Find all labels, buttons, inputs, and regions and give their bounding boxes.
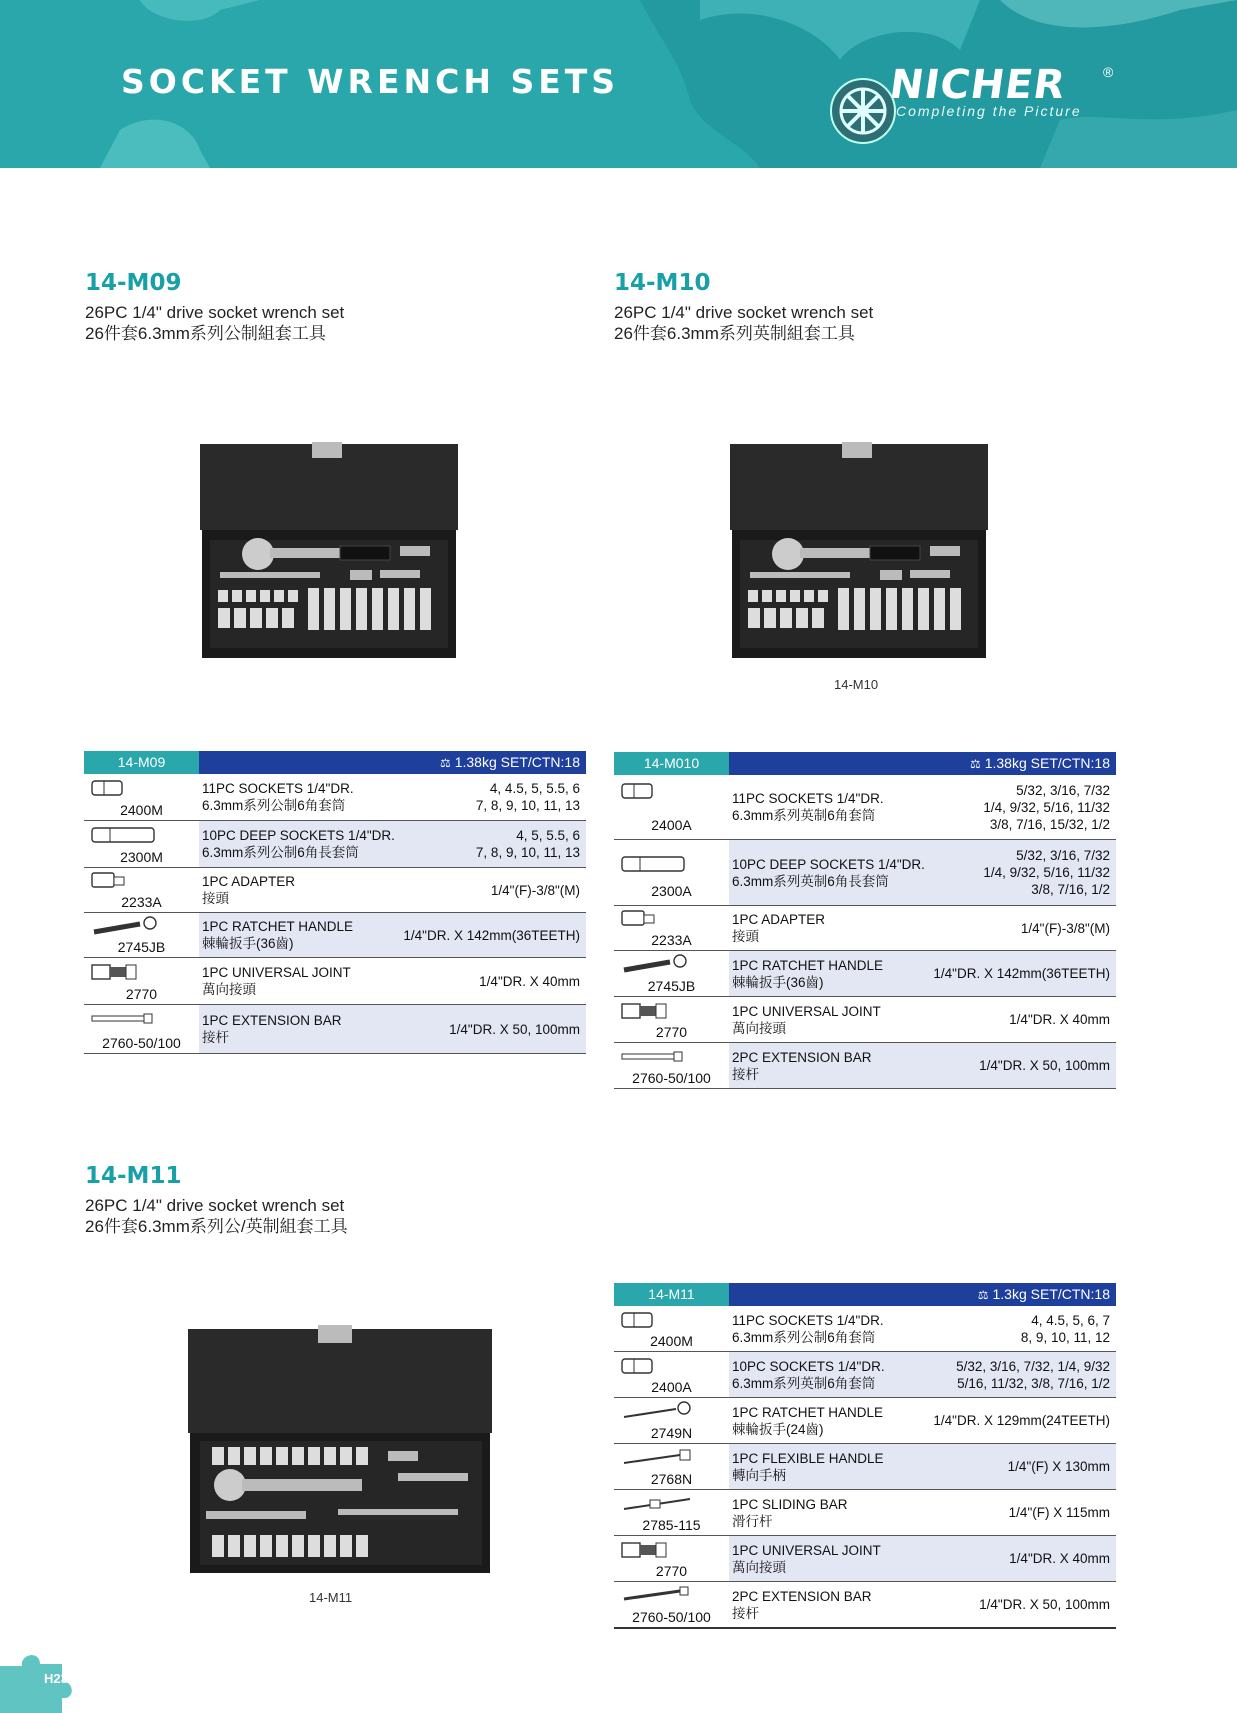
item-cell: [614, 951, 729, 996]
item-cell: [84, 868, 199, 912]
item-cell: [84, 1005, 199, 1053]
table-row: [614, 997, 1116, 1043]
item-cell: [84, 913, 199, 957]
item-cell: [614, 1490, 729, 1535]
product-heading-m10: [614, 270, 873, 344]
item-spec: 1/4"DR. X 40mm: [479, 973, 580, 989]
toolbox-image-m10: [730, 440, 988, 660]
item-description: 10PC DEEP SOCKETS 1/4"DR. 6.3mm系列公制6角長套筒: [202, 828, 395, 860]
item-spec: 1/4"DR. X 50, 100mm: [449, 1021, 580, 1037]
item-description: 2PC EXTENSION BAR 接杆: [732, 1588, 872, 1621]
table-row: [614, 840, 1116, 906]
item-description: 1PC FLEXIBLE HANDLE 轉向手柄: [732, 1450, 884, 1483]
product-heading-m09: [85, 270, 344, 344]
item-spec: 4, 4.5, 5, 6, 7 8, 9, 10, 11, 12: [1020, 1312, 1110, 1345]
adapter-icon: [620, 909, 660, 933]
brand-logo: NICHER: [886, 62, 1069, 108]
item-cell: [614, 1352, 729, 1397]
toolbox-image-m09: [200, 440, 458, 660]
item-cell: [84, 774, 199, 820]
item-cell: [614, 997, 729, 1042]
part-number: 2770: [125, 986, 158, 1002]
item-cell: [614, 840, 729, 905]
part-number: 2768N: [650, 1471, 693, 1487]
table-row: [84, 958, 586, 1005]
item-description: 10PC SOCKETS 1/4"DR. 6.3mm系列英制6角套筒: [732, 1358, 885, 1391]
universal-joint-icon: [620, 1539, 670, 1563]
product-description-cn: 26件套6.3mm系列公制組套工具: [85, 324, 326, 343]
scale-icon: ⚖: [969, 757, 981, 771]
table-row: [614, 1490, 1116, 1536]
table-code: 14-M010: [614, 752, 729, 775]
part-number: 2400M: [120, 802, 163, 818]
part-number: 2745JB: [117, 939, 166, 955]
item-cell: [614, 1398, 729, 1443]
table-header: [614, 1283, 1116, 1306]
item-description: 1PC UNIVERSAL JOINT 萬向接頭: [732, 1003, 881, 1036]
weight-label: 1.38kg SET/CTN:18: [984, 755, 1110, 771]
item-spec: 1/4"DR. X 40mm: [1009, 1012, 1110, 1027]
item-description: 1PC SLIDING BAR 滑行杆: [732, 1496, 848, 1529]
product-description-cn: 26件套6.3mm系列英制組套工具: [614, 324, 855, 343]
item-description: 1PC UNIVERSAL JOINT 萬向接頭: [732, 1542, 881, 1575]
part-number: 2400A: [651, 1379, 692, 1395]
brand-tagline: Completing the Picture: [896, 103, 1082, 119]
item-cell: [614, 1306, 729, 1351]
table-row: [84, 913, 586, 958]
extension-bar-icon: [90, 1008, 160, 1028]
product-description: 26PC 1/4" drive socket wrench set: [85, 303, 345, 322]
puzzle-piece-icon: [0, 1648, 82, 1713]
universal-joint-icon: [620, 1000, 670, 1024]
scale-icon: ⚖: [977, 1288, 989, 1302]
socket-icon: [620, 778, 660, 802]
part-number: 2300A: [651, 883, 692, 899]
item-spec: 1/4"(F) X 115mm: [1008, 1505, 1110, 1520]
product-code: 14-M09: [85, 270, 182, 296]
item-spec: 4, 5, 5.5, 6 7, 8, 9, 10, 11, 13: [475, 828, 580, 860]
registered-mark: ®: [1103, 64, 1114, 80]
table-row: [614, 1352, 1116, 1398]
item-description: 1PC RATCHET HANDLE 棘輪扳手(36齒): [202, 919, 354, 951]
item-cell: [614, 1043, 729, 1088]
item-spec: 1/4"DR. X 50, 100mm: [979, 1058, 1110, 1073]
item-cell: [84, 821, 199, 867]
product-code: 14-M10: [614, 270, 711, 296]
adapter-icon: [90, 871, 130, 895]
item-spec: 1/4"DR. X 142mm(36TEETH): [933, 966, 1110, 981]
item-description: 1PC RATCHET HANDLE 棘輪扳手(36齒): [732, 957, 884, 990]
product-code: 14-M11: [85, 1163, 182, 1189]
socket-icon: [620, 1355, 660, 1377]
scale-icon: ⚖: [439, 756, 451, 770]
product-description-cn: 26件套6.3mm系列公/英制組套工具: [85, 1217, 348, 1236]
header-banner: [0, 0, 1237, 168]
item-cell: [84, 958, 199, 1004]
item-cell: [614, 1582, 729, 1627]
part-number: 2300M: [120, 849, 163, 865]
wheel-icon: [828, 76, 898, 146]
table-row: [614, 1582, 1116, 1629]
table-row: [614, 1306, 1116, 1352]
item-spec: 5/32, 3/16, 7/32 1/4, 9/32, 5/16, 11/32 3/8, 7/16, 1/2: [983, 848, 1110, 897]
part-number: 2770: [655, 1563, 688, 1579]
extension-bar-icon: [620, 1046, 690, 1066]
image-caption-m10: 14-M10: [834, 677, 879, 692]
part-number: 2745JB: [647, 978, 696, 994]
spec-table-m11: [614, 1283, 1116, 1629]
part-number: 2760-50/100: [632, 1070, 711, 1086]
part-number: 2760-50/100: [102, 1035, 181, 1051]
part-number: 2233A: [651, 932, 692, 948]
ratchet-icon: [620, 1401, 700, 1423]
table-row: [614, 951, 1116, 997]
part-number: 2760-50/100: [632, 1609, 711, 1625]
flexible-handle-icon: [620, 1447, 700, 1469]
deep-socket-icon: [620, 843, 690, 873]
item-spec: 1/4"DR. X 129mm(24TEETH): [933, 1413, 1110, 1428]
weight-label: 1.3kg SET/CTN:18: [992, 1286, 1110, 1302]
table-row: [614, 1536, 1116, 1582]
product-description: 26PC 1/4" drive socket wrench set: [614, 303, 874, 322]
table-row: [614, 906, 1116, 951]
spec-table-m10: [614, 752, 1116, 1089]
image-caption-m11: 14-M11: [309, 1590, 353, 1605]
item-spec: 1/4"(F)-3/8"(M): [490, 882, 580, 898]
part-number: 2400M: [650, 1333, 693, 1349]
table-weight: [729, 752, 1116, 775]
deep-socket-icon: [90, 824, 160, 846]
item-spec: 1/4"DR. X 40mm: [1009, 1551, 1110, 1566]
item-cell: [614, 1536, 729, 1581]
universal-joint-icon: [90, 961, 140, 985]
table-row: [614, 1043, 1116, 1089]
item-spec: 1/4"(F)-3/8"(M): [1020, 920, 1110, 936]
page-title: SOCKET WRENCH SETS: [121, 62, 620, 101]
item-description: 1PC ADAPTER 接頭: [732, 912, 826, 944]
table-row: [84, 868, 586, 913]
item-cell: [614, 1444, 729, 1489]
table-weight: [729, 1283, 1116, 1306]
item-description: 2PC EXTENSION BAR 接杆: [732, 1049, 872, 1082]
table-row: [614, 775, 1116, 840]
socket-icon: [90, 777, 130, 799]
spec-table-m09: [84, 751, 586, 1054]
item-description: 11PC SOCKETS 1/4"DR. 6.3mm系列英制6角套筒: [732, 791, 884, 823]
table-header: [84, 751, 586, 774]
part-number: 2785-115: [642, 1517, 701, 1533]
toolbox-image-m11: [188, 1323, 492, 1575]
item-description: 10PC DEEP SOCKETS 1/4"DR. 6.3mm系列英制6角長套筒: [732, 856, 925, 889]
part-number: 2400A: [651, 817, 692, 833]
item-description: 11PC SOCKETS 1/4"DR. 6.3mm系列公制6角套筒: [732, 1312, 884, 1345]
item-spec: 5/32, 3/16, 7/32, 1/4, 9/32 5/16, 11/32, 3/8, 7/16, 1/2: [956, 1358, 1110, 1391]
part-number: 2770: [655, 1024, 688, 1040]
item-spec: 1/4"(F) X 130mm: [1007, 1459, 1110, 1474]
item-description: 1PC UNIVERSAL JOINT 萬向接頭: [202, 965, 351, 997]
part-number: 2233A: [121, 894, 162, 910]
weight-label: 1.38kg SET/CTN:18: [454, 754, 580, 770]
item-spec: 1/4"DR. X 142mm(36TEETH): [403, 927, 580, 943]
table-row: [84, 774, 586, 821]
sliding-bar-icon: [620, 1493, 700, 1515]
part-number: 2749N: [650, 1425, 693, 1441]
page-number: H23: [44, 1671, 68, 1686]
socket-icon: [620, 1309, 660, 1331]
item-description: 1PC RATCHET HANDLE 棘輪扳手(24齒): [732, 1404, 884, 1437]
table-row: [614, 1444, 1116, 1490]
item-description: 1PC EXTENSION BAR 接杆: [202, 1013, 342, 1045]
item-spec: 4, 4.5, 5, 5.5, 6 7, 8, 9, 10, 11, 13: [475, 781, 580, 813]
item-description: 11PC SOCKETS 1/4"DR. 6.3mm系列公制6角套筒: [202, 781, 354, 813]
item-spec: 5/32, 3/16, 7/32 1/4, 9/32, 5/16, 11/32 3/8, 7/16, 15/32, 1/2: [983, 782, 1110, 832]
extension-bar-icon: [620, 1585, 700, 1607]
product-heading-m11: [85, 1163, 348, 1237]
product-description: 26PC 1/4" drive socket wrench set: [85, 1196, 345, 1215]
item-cell: [614, 775, 729, 839]
item-spec: 1/4"DR. X 50, 100mm: [979, 1597, 1110, 1612]
table-weight: [199, 751, 586, 774]
table-header: [614, 752, 1116, 775]
table-code: 14-M11: [614, 1283, 729, 1306]
table-row: [614, 1398, 1116, 1444]
ratchet-icon: [620, 954, 700, 976]
ratchet-icon: [90, 916, 170, 938]
table-code: 14-M09: [84, 751, 199, 774]
item-description: 1PC ADAPTER 接頭: [202, 874, 296, 906]
table-row: [84, 821, 586, 868]
item-cell: [614, 906, 729, 950]
table-row: [84, 1005, 586, 1054]
